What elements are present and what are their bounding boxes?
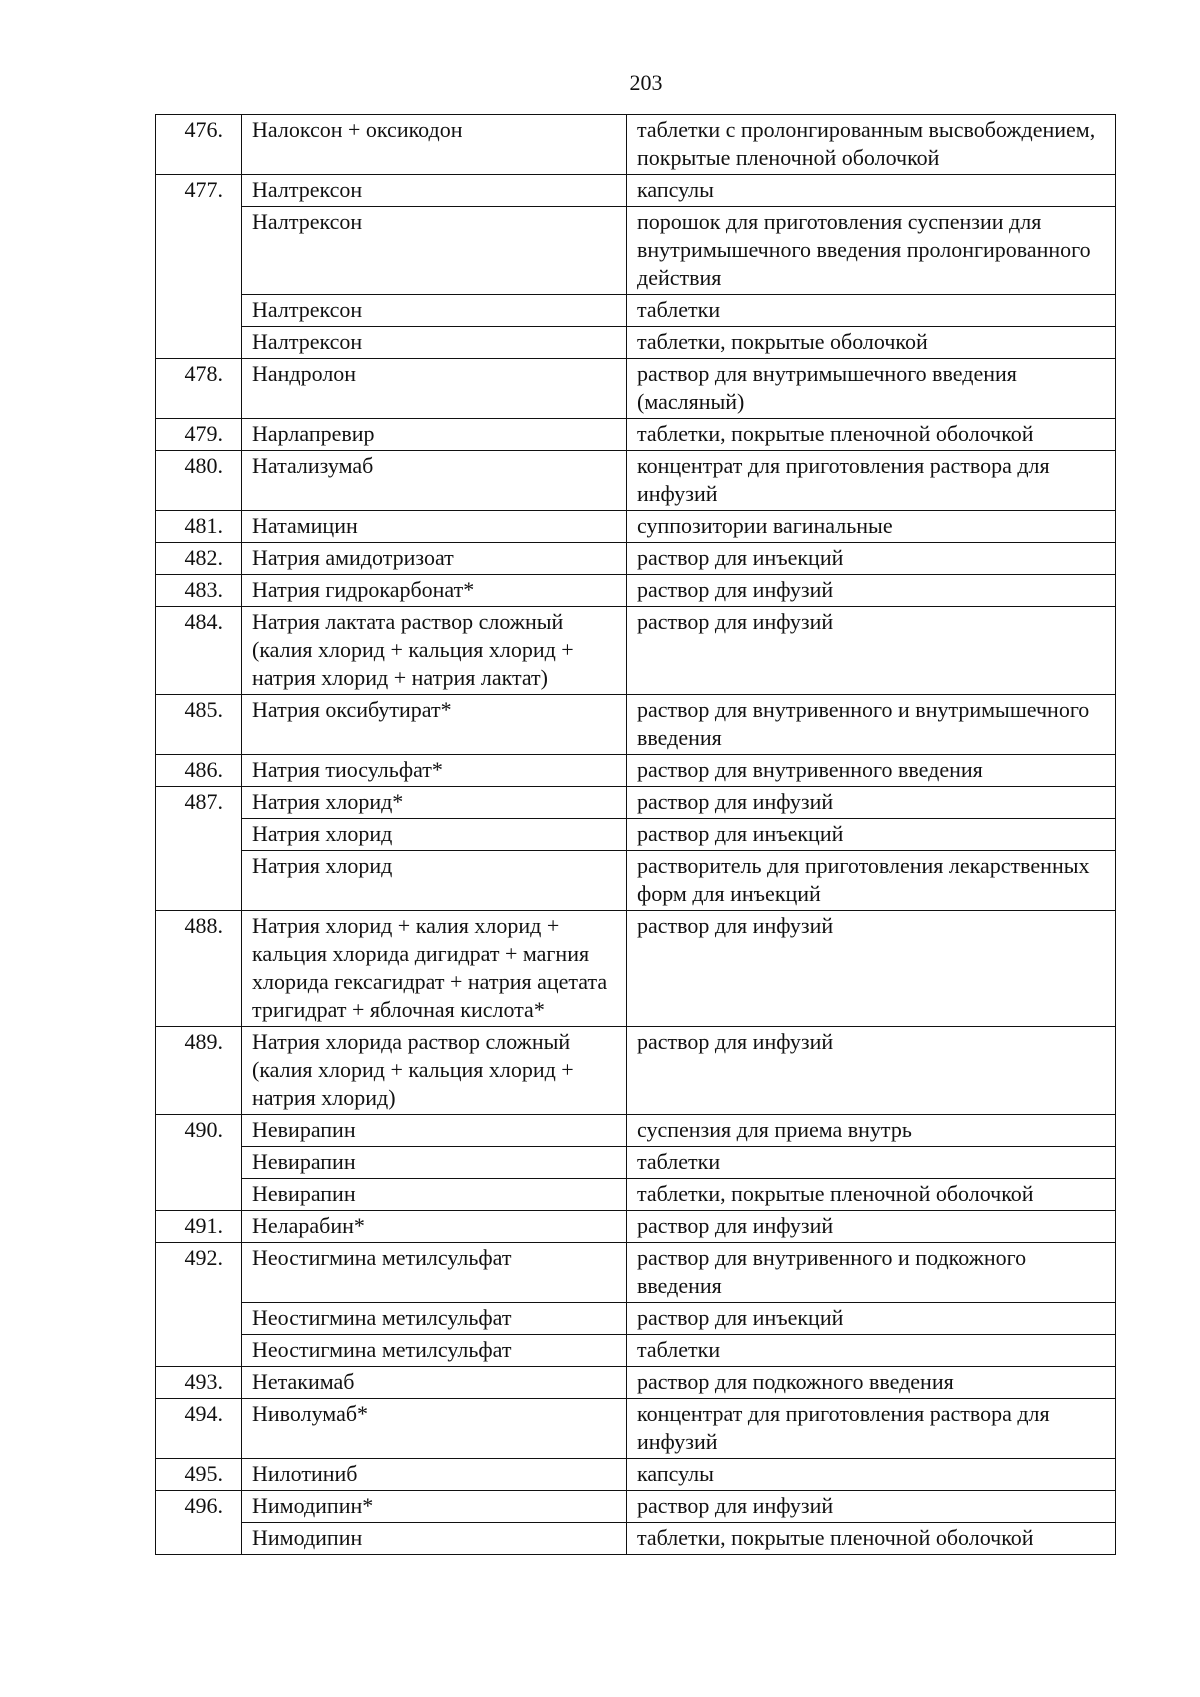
entry-number: 494.: [156, 1399, 242, 1459]
table-row: [156, 295, 1116, 327]
table-row: [156, 451, 1116, 511]
entry-number: 486.: [156, 755, 242, 787]
dosage-form: таблетки: [627, 1335, 1116, 1367]
drug-name: Неларабин*: [242, 1211, 627, 1243]
table-row: [156, 607, 1116, 695]
drug-table-body: [156, 115, 1116, 1555]
table-row: [156, 1303, 1116, 1335]
entry-number: 480.: [156, 451, 242, 511]
table-row: [156, 1523, 1116, 1555]
drug-name: Неостигмина метилсульфат: [242, 1303, 627, 1335]
drug-name: Натрия оксибутират*: [242, 695, 627, 755]
drug-name: Налтрексон: [242, 207, 627, 295]
table-row: [156, 1147, 1116, 1179]
dosage-form: раствор для внутривенного и внутримышечного введения: [627, 695, 1116, 755]
dosage-form: таблетки: [627, 295, 1116, 327]
table-row: [156, 819, 1116, 851]
table-row: [156, 419, 1116, 451]
drug-name: Натрия хлорид: [242, 819, 627, 851]
table-row: [156, 1399, 1116, 1459]
page-number: 203: [629, 70, 663, 95]
entry-number: 485.: [156, 695, 242, 755]
drug-name: Ниволумаб*: [242, 1399, 627, 1459]
table-row: [156, 911, 1116, 1027]
entry-number: 495.: [156, 1459, 242, 1491]
table-row: [156, 175, 1116, 207]
table-row: [156, 787, 1116, 819]
drug-name: Невирапин: [242, 1115, 627, 1147]
dosage-form: раствор для инфузий: [627, 911, 1116, 1027]
entry-number: 476.: [156, 115, 242, 175]
drug-name: Невирапин: [242, 1179, 627, 1211]
dosage-form: таблетки, покрытые пленочной оболочкой: [627, 1523, 1116, 1555]
dosage-form: раствор для инфузий: [627, 607, 1116, 695]
drug-table: [155, 114, 1116, 1555]
drug-name: Налтрексон: [242, 327, 627, 359]
entry-number: 488.: [156, 911, 242, 1027]
entry-number: 490.: [156, 1115, 242, 1211]
dosage-form: раствор для подкожного введения: [627, 1367, 1116, 1399]
drug-name: Натализумаб: [242, 451, 627, 511]
entry-number: 489.: [156, 1027, 242, 1115]
drug-name: Нетакимаб: [242, 1367, 627, 1399]
dosage-form: раствор для инфузий: [627, 1491, 1116, 1523]
drug-name: Налтрексон: [242, 295, 627, 327]
drug-name: Натамицин: [242, 511, 627, 543]
drug-name: Невирапин: [242, 1147, 627, 1179]
entry-number: 492.: [156, 1243, 242, 1367]
dosage-form: порошок для приготовления суспензии для внутримышечного введения пролонгированного действия: [627, 207, 1116, 295]
table-row: [156, 207, 1116, 295]
dosage-form: таблетки: [627, 1147, 1116, 1179]
dosage-form: таблетки, покрытые пленочной оболочкой: [627, 419, 1116, 451]
table-row: [156, 1027, 1116, 1115]
drug-name: Нарлапревир: [242, 419, 627, 451]
entry-number: 483.: [156, 575, 242, 607]
dosage-form: раствор для инъекций: [627, 543, 1116, 575]
dosage-form: капсулы: [627, 1459, 1116, 1491]
entry-number: 479.: [156, 419, 242, 451]
table-row: [156, 1335, 1116, 1367]
drug-name: Натрия гидрокарбонат*: [242, 575, 627, 607]
drug-name: Нимодипин*: [242, 1491, 627, 1523]
drug-name: Неостигмина метилсульфат: [242, 1335, 627, 1367]
entry-number: 482.: [156, 543, 242, 575]
drug-name: Нилотиниб: [242, 1459, 627, 1491]
dosage-form: капсулы: [627, 175, 1116, 207]
table-row: [156, 543, 1116, 575]
table-row: [156, 359, 1116, 419]
table-row: [156, 851, 1116, 911]
entry-number: 491.: [156, 1211, 242, 1243]
drug-name: Натрия хлорид + калия хлорид + кальция хлорида дигидрат + магния хлорида гексагидрат + натрия ацетата тригидрат + яблочная кислота*: [242, 911, 627, 1027]
dosage-form: растворитель для приготовления лекарственных форм для инъекций: [627, 851, 1116, 911]
table-row: [156, 1115, 1116, 1147]
table-row: [156, 1367, 1116, 1399]
table-row: [156, 1211, 1116, 1243]
drug-name: Натрия лактата раствор сложный (калия хлорид + кальция хлорид + натрия хлорид + натрия лактат): [242, 607, 627, 695]
dosage-form: раствор для внутримышечного введения (масляный): [627, 359, 1116, 419]
table-row: [156, 1179, 1116, 1211]
drug-name: Налтрексон: [242, 175, 627, 207]
table-row: [156, 575, 1116, 607]
drug-name: Натрия хлорида раствор сложный (калия хлорид + кальция хлорид + натрия хлорид): [242, 1027, 627, 1115]
table-row: [156, 695, 1116, 755]
entry-number: 487.: [156, 787, 242, 911]
drug-name: Налоксон + оксикодон: [242, 115, 627, 175]
entry-number: 481.: [156, 511, 242, 543]
entry-number: 493.: [156, 1367, 242, 1399]
dosage-form: раствор для инъекций: [627, 1303, 1116, 1335]
entry-number: 478.: [156, 359, 242, 419]
entry-number: 477.: [156, 175, 242, 359]
dosage-form: суппозитории вагинальные: [627, 511, 1116, 543]
dosage-form: таблетки с пролонгированным высвобождением, покрытые пленочной оболочкой: [627, 115, 1116, 175]
table-row: [156, 1491, 1116, 1523]
entry-number: 496.: [156, 1491, 242, 1555]
dosage-form: таблетки, покрытые пленочной оболочкой: [627, 1179, 1116, 1211]
drug-name: Неостигмина метилсульфат: [242, 1243, 627, 1303]
table-row: [156, 1243, 1116, 1303]
table-row: [156, 115, 1116, 175]
dosage-form: раствор для инфузий: [627, 787, 1116, 819]
drug-name: Натрия хлорид: [242, 851, 627, 911]
dosage-form: раствор для внутривенного введения: [627, 755, 1116, 787]
dosage-form: концентрат для приготовления раствора для инфузий: [627, 451, 1116, 511]
drug-name: Натрия амидотризоат: [242, 543, 627, 575]
entry-number: 484.: [156, 607, 242, 695]
dosage-form: таблетки, покрытые оболочкой: [627, 327, 1116, 359]
drug-name: Нимодипин: [242, 1523, 627, 1555]
dosage-form: раствор для внутривенного и подкожного введения: [627, 1243, 1116, 1303]
table-row: [156, 1459, 1116, 1491]
dosage-form: концентрат для приготовления раствора для инфузий: [627, 1399, 1116, 1459]
table-row: [156, 755, 1116, 787]
dosage-form: раствор для инфузий: [627, 1211, 1116, 1243]
table-row: [156, 511, 1116, 543]
dosage-form: раствор для инъекций: [627, 819, 1116, 851]
drug-name: Натрия тиосульфат*: [242, 755, 627, 787]
dosage-form: раствор для инфузий: [627, 575, 1116, 607]
dosage-form: раствор для инфузий: [627, 1027, 1116, 1115]
dosage-form: суспензия для приема внутрь: [627, 1115, 1116, 1147]
drug-name: Натрия хлорид*: [242, 787, 627, 819]
drug-name: Нандролон: [242, 359, 627, 419]
table-row: [156, 327, 1116, 359]
